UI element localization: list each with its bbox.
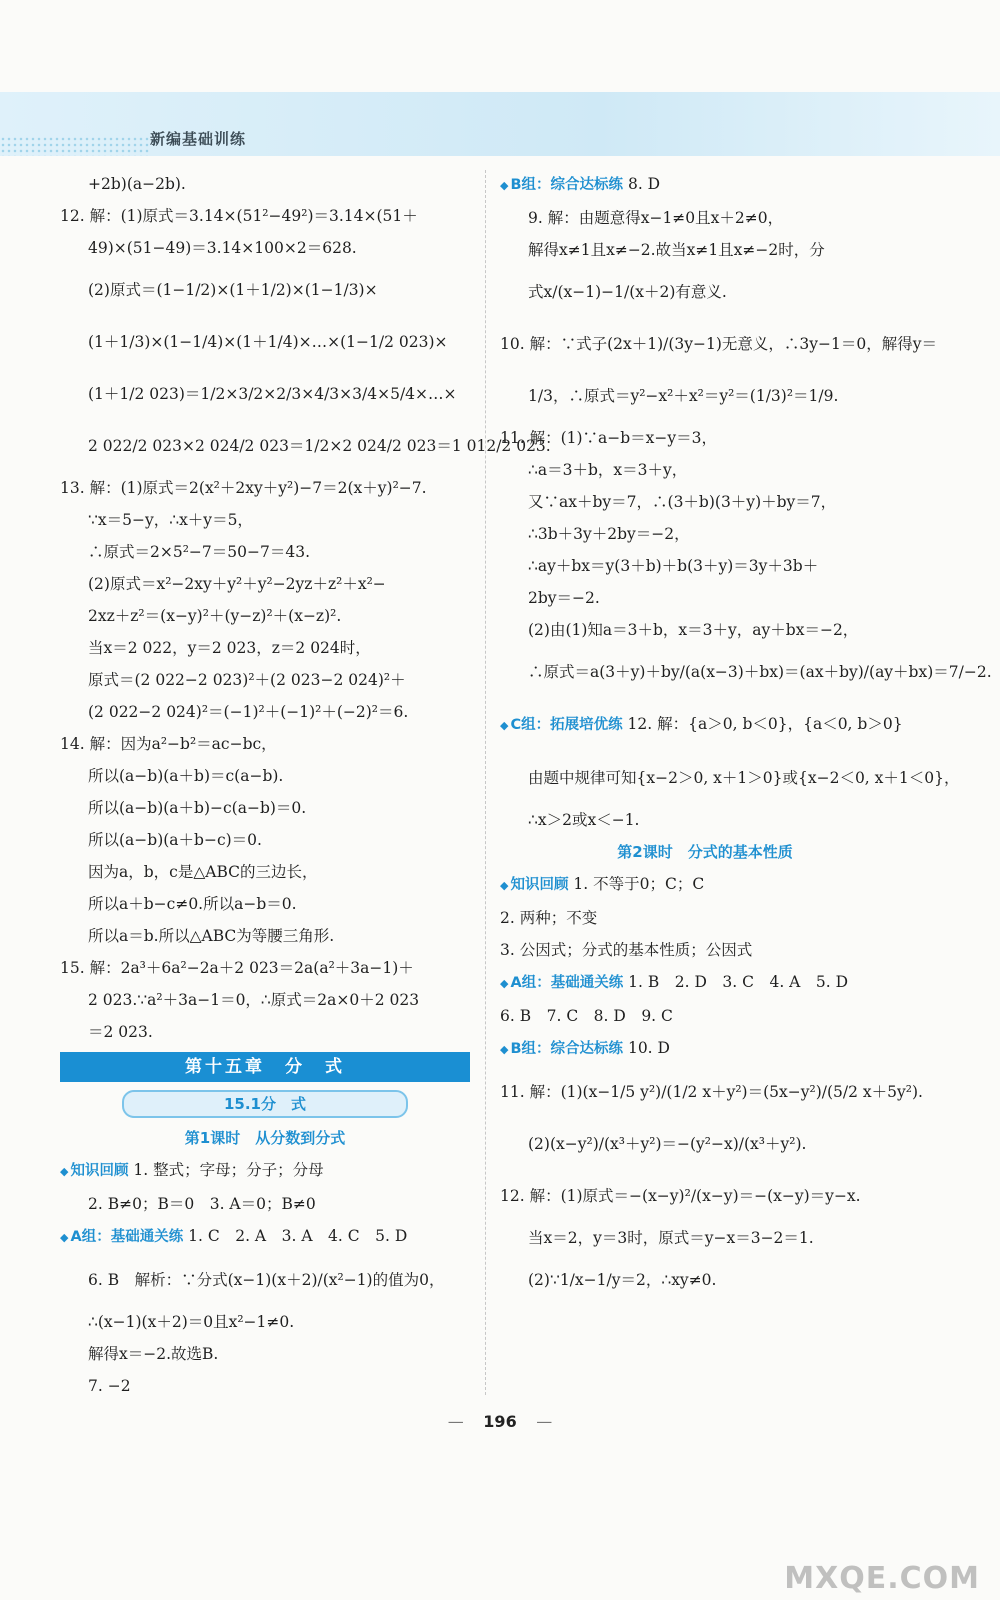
- line-text: 2. 两种；不变: [500, 909, 598, 927]
- text-line: [500, 518, 910, 550]
- line-text: (2)由(1)知a＝3＋b，x＝3＋y，ay＋bx＝−2，: [528, 621, 859, 639]
- text-line: [60, 316, 470, 368]
- text-line: [60, 1254, 470, 1306]
- line-text: 12. 解：(1)原式＝−(x−y)²/(x−y)＝−(x−y)＝y−x.: [500, 1187, 861, 1205]
- chapter-title: 第十五章 分 式: [60, 1052, 470, 1082]
- line-text: 11. 解：(1)∵a−b＝x−y＝3，: [500, 429, 718, 447]
- line-text: 又∵ax＋by＝7，∴(3＋b)(3＋y)＋by＝7，: [528, 493, 837, 511]
- line-text: (1＋1/2 023)＝1/2×3/2×2/3×4/3×3/4×5/4×…×: [88, 385, 457, 403]
- lesson-title: 第2课时 分式的基本性质: [617, 843, 793, 861]
- text-line: [60, 232, 470, 264]
- text-line: [60, 632, 470, 664]
- text-line: [500, 752, 960, 804]
- text-line: [60, 168, 470, 200]
- text-line: [500, 234, 910, 266]
- exercise-group-label: ◆ 知识回顾: [500, 877, 568, 893]
- text-line: [60, 1016, 470, 1048]
- line-text: 所以(a−b)(a＋b−c)＝0.: [88, 831, 262, 849]
- line-text: 13. 解：(1)原式＝2(x²＋2xy＋y²)−7＝2(x＋y)²−7.: [60, 479, 427, 497]
- line-text: 因为a，b，c是△ABC的三边长，: [88, 863, 318, 881]
- line-text: ∴x＞2或x＜−1.: [528, 811, 640, 829]
- line-text: ∵x＝5−y，∴x＋y＝5，: [88, 511, 253, 529]
- exercise-group-label: ◆ C组：拓展培优练: [500, 717, 623, 733]
- text-line: [60, 696, 470, 728]
- text-line: [500, 902, 910, 934]
- line-text: 1. B 2. D 3. C 4. A 5. D: [623, 973, 849, 991]
- line-text: 2by＝−2.: [528, 589, 600, 607]
- watermark-logo: MXQE.COM: [784, 1561, 980, 1596]
- text-line: [500, 486, 910, 518]
- text-line: [60, 1154, 470, 1188]
- line-text: (2)∵1/x−1/y＝2，∴xy≠0.: [528, 1271, 717, 1289]
- line-text: ＝2 023.: [88, 1023, 153, 1041]
- text-line: [60, 504, 470, 536]
- line-text: 解得x＝−2.故选B.: [88, 1345, 219, 1363]
- left2-lines: [60, 1154, 470, 1402]
- line-text: 2 023.∵a²＋3a−1＝0，∴原式＝2a×0＋2 023: [88, 991, 420, 1009]
- page-number: 196: [483, 1412, 517, 1431]
- line-text: (2)原式＝(1−1/2)×(1＋1/2)×(1−1/3)×: [88, 281, 378, 299]
- text-line: [60, 200, 470, 232]
- line-text: +2b)(a−2b).: [88, 175, 186, 193]
- text-line: [500, 1032, 910, 1066]
- line-text: (2 022−2 024)²＝(−1)²＋(−1)²＋(−2)²＝6.: [88, 703, 409, 721]
- line-text: 15. 解：2a³＋6a²−2a＋2 023＝2a(a²＋3a−1)＋: [60, 959, 414, 977]
- text-line: [500, 370, 910, 422]
- line-text: (2)(x−y²)/(x³＋y²)＝−(y²−x)/(x³＋y²).: [528, 1135, 807, 1153]
- line-text: 所以(a−b)(a＋b)＝c(a−b).: [88, 767, 284, 785]
- text-line: [500, 266, 910, 318]
- line-text: ∴3b＋3y＋2by＝−2，: [528, 525, 690, 543]
- text-line: [60, 1306, 470, 1338]
- text-line: [60, 264, 470, 316]
- text-line: [500, 202, 910, 234]
- text-line: [60, 664, 470, 696]
- exercise-group-label: ◆ B组：综合达标练: [500, 177, 623, 193]
- line-text: 当x＝2 022，y＝2 023，z＝2 024时，: [88, 639, 371, 657]
- text-line: [60, 952, 470, 984]
- text-line: [60, 888, 470, 920]
- line-text: 12. 解：{a＞0, b＜0}，{a＜0, b＞0}: [622, 715, 903, 733]
- text-line: [500, 318, 938, 370]
- line-text: 1/3，∴原式＝y²−x²＋x²＝y²＝(1/3)²＝1/9.: [528, 387, 839, 405]
- text-line: [500, 1000, 910, 1032]
- text-line: [60, 472, 470, 504]
- line-text: 1. C 2. A 3. A 4. C 5. D: [183, 1227, 408, 1245]
- text-line: [60, 568, 470, 600]
- line-text: ∴原式＝a(3＋y)＋by/(a(x−3)＋bx)＝(ax＋by)/(ay＋bx)＝7/−2.: [528, 663, 992, 681]
- text-line: [60, 1220, 470, 1254]
- right-lines: [500, 168, 992, 836]
- line-text: 1. 不等于0；C；C: [568, 875, 705, 893]
- line-text: 10. 解：∵式子(2x＋1)/(3y−1)无意义，∴3y−1＝0，解得y＝: [500, 335, 938, 353]
- line-text: 所以(a−b)(a＋b)−c(a−b)＝0.: [88, 799, 307, 817]
- text-line: [500, 1170, 910, 1222]
- page-footer: [0, 1412, 1000, 1431]
- line-text: 11. 解：(1)(x−1/5 y²)/(1/2 x＋y²)＝(5x−y²)/(5/2 x＋5y²).: [500, 1083, 923, 1101]
- text-line: [500, 550, 910, 582]
- line-text: 当x＝2，y＝3时，原式＝y−x＝3−2＝1.: [528, 1229, 814, 1247]
- text-line: [60, 600, 470, 632]
- text-line: [500, 582, 910, 614]
- lesson-title: 第1课时 从分数到分式: [184, 1129, 346, 1147]
- line-text: ∴ay＋bx＝y(3＋b)＋b(3＋y)＝3y＋3b＋: [528, 557, 819, 575]
- column-divider: [485, 170, 486, 1395]
- text-line: [500, 966, 910, 1000]
- text-line: [500, 1118, 910, 1170]
- text-line: [60, 1338, 470, 1370]
- line-text: ∴原式＝2×5²−7＝50−7＝43.: [88, 543, 310, 561]
- line-text: 10. D: [623, 1039, 670, 1057]
- text-line: [500, 614, 910, 646]
- text-line: [60, 728, 470, 760]
- line-text: 3. 公因式；分式的基本性质；公因式: [500, 941, 753, 959]
- line-text: (2)原式＝x²−2xy＋y²＋y²−2yz＋z²＋x²−: [88, 575, 386, 593]
- text-line: [500, 698, 910, 752]
- footer-dash-right: —: [536, 1412, 553, 1431]
- line-text: 6. B 7. C 8. D 9. C: [500, 1007, 673, 1025]
- text-line: [500, 1254, 910, 1306]
- line-text: 9. 解：由题意得x−1≠0且x＋2≠0，: [528, 209, 784, 227]
- header-title: 新编基础训练: [150, 130, 247, 148]
- text-line: [500, 454, 910, 486]
- text-line: [500, 804, 910, 836]
- exercise-group-label: ◆ 知识回顾: [60, 1163, 128, 1179]
- line-text: 1. 整式；字母；分子；分母: [128, 1161, 324, 1179]
- line-text: (1＋1/3)×(1−1/4)×(1＋1/4)×…×(1−1/2 023)×: [88, 333, 448, 351]
- line-text: 49)×(51−49)＝3.14×100×2＝628.: [88, 239, 357, 257]
- line-text: 解得x≠1且x≠−2.故当x≠1且x≠−2时，分: [528, 241, 825, 259]
- text-line: [60, 536, 470, 568]
- line-text: 2. B≠0；B＝0 3. A＝0；B≠0: [88, 1195, 316, 1213]
- text-line: [60, 824, 470, 856]
- text-line: [500, 422, 910, 454]
- text-line: [60, 760, 470, 792]
- exercise-group-label: ◆ A组：基础通关练: [60, 1229, 183, 1245]
- section-title: 15.1分 式: [122, 1090, 408, 1118]
- line-text: ∴(x−1)(x＋2)＝0且x²−1≠0.: [88, 1313, 295, 1331]
- text-line: [60, 856, 470, 888]
- line-text: 所以a＝b.所以△ABC为等腰三角形.: [88, 927, 335, 945]
- text-line: [500, 1222, 910, 1254]
- text-line: [60, 420, 551, 472]
- text-line: [60, 1188, 470, 1220]
- line-text: 14. 解：因为a²−b²＝ac−bc，: [60, 735, 277, 753]
- text-line: [60, 920, 470, 952]
- line-text: 式x/(x−1)−1/(x＋2)有意义.: [528, 283, 727, 301]
- text-line: [60, 984, 470, 1016]
- text-line: [60, 1370, 470, 1402]
- line-text: 7. −2: [88, 1377, 131, 1395]
- exercise-group-label: ◆ A组：基础通关练: [500, 975, 623, 991]
- line-text: 2 022/2 023×2 024/2 023＝1/2×2 024/2 023＝1 012/2 023.: [88, 437, 551, 455]
- header-dots: [0, 136, 150, 156]
- right2-lines: [500, 868, 923, 1306]
- line-text: 2xz＋z²＝(x−y)²＋(y−z)²＋(x−z)².: [88, 607, 342, 625]
- right-column: [500, 168, 992, 1306]
- line-text: 所以a＋b−c≠0.所以a−b＝0.: [88, 895, 297, 913]
- line-text: ∴a＝3＋b，x＝3＋y，: [528, 461, 688, 479]
- line-text: 8. D: [623, 175, 661, 193]
- text-line: [500, 646, 992, 698]
- text-line: [500, 1066, 923, 1118]
- line-text: 6. B 解析：∵分式(x−1)(x＋2)/(x²−1)的值为0，: [88, 1271, 445, 1289]
- exercise-group-label: ◆ B组：综合达标练: [500, 1041, 623, 1057]
- line-text: 12. 解：(1)原式＝3.14×(51²−49²)＝3.14×(51＋: [60, 207, 418, 225]
- footer-dash-left: —: [447, 1412, 464, 1431]
- text-line: [500, 868, 910, 902]
- text-line: [60, 368, 470, 420]
- text-line: [60, 792, 470, 824]
- line-text: 原式＝(2 022−2 023)²＋(2 023−2 024)²＋: [88, 671, 406, 689]
- text-line: [500, 934, 910, 966]
- line-text: 由题中规律可知{x−2＞0, x＋1＞0}或{x−2＜0, x＋1＜0}，: [528, 769, 960, 787]
- text-line: [500, 168, 910, 202]
